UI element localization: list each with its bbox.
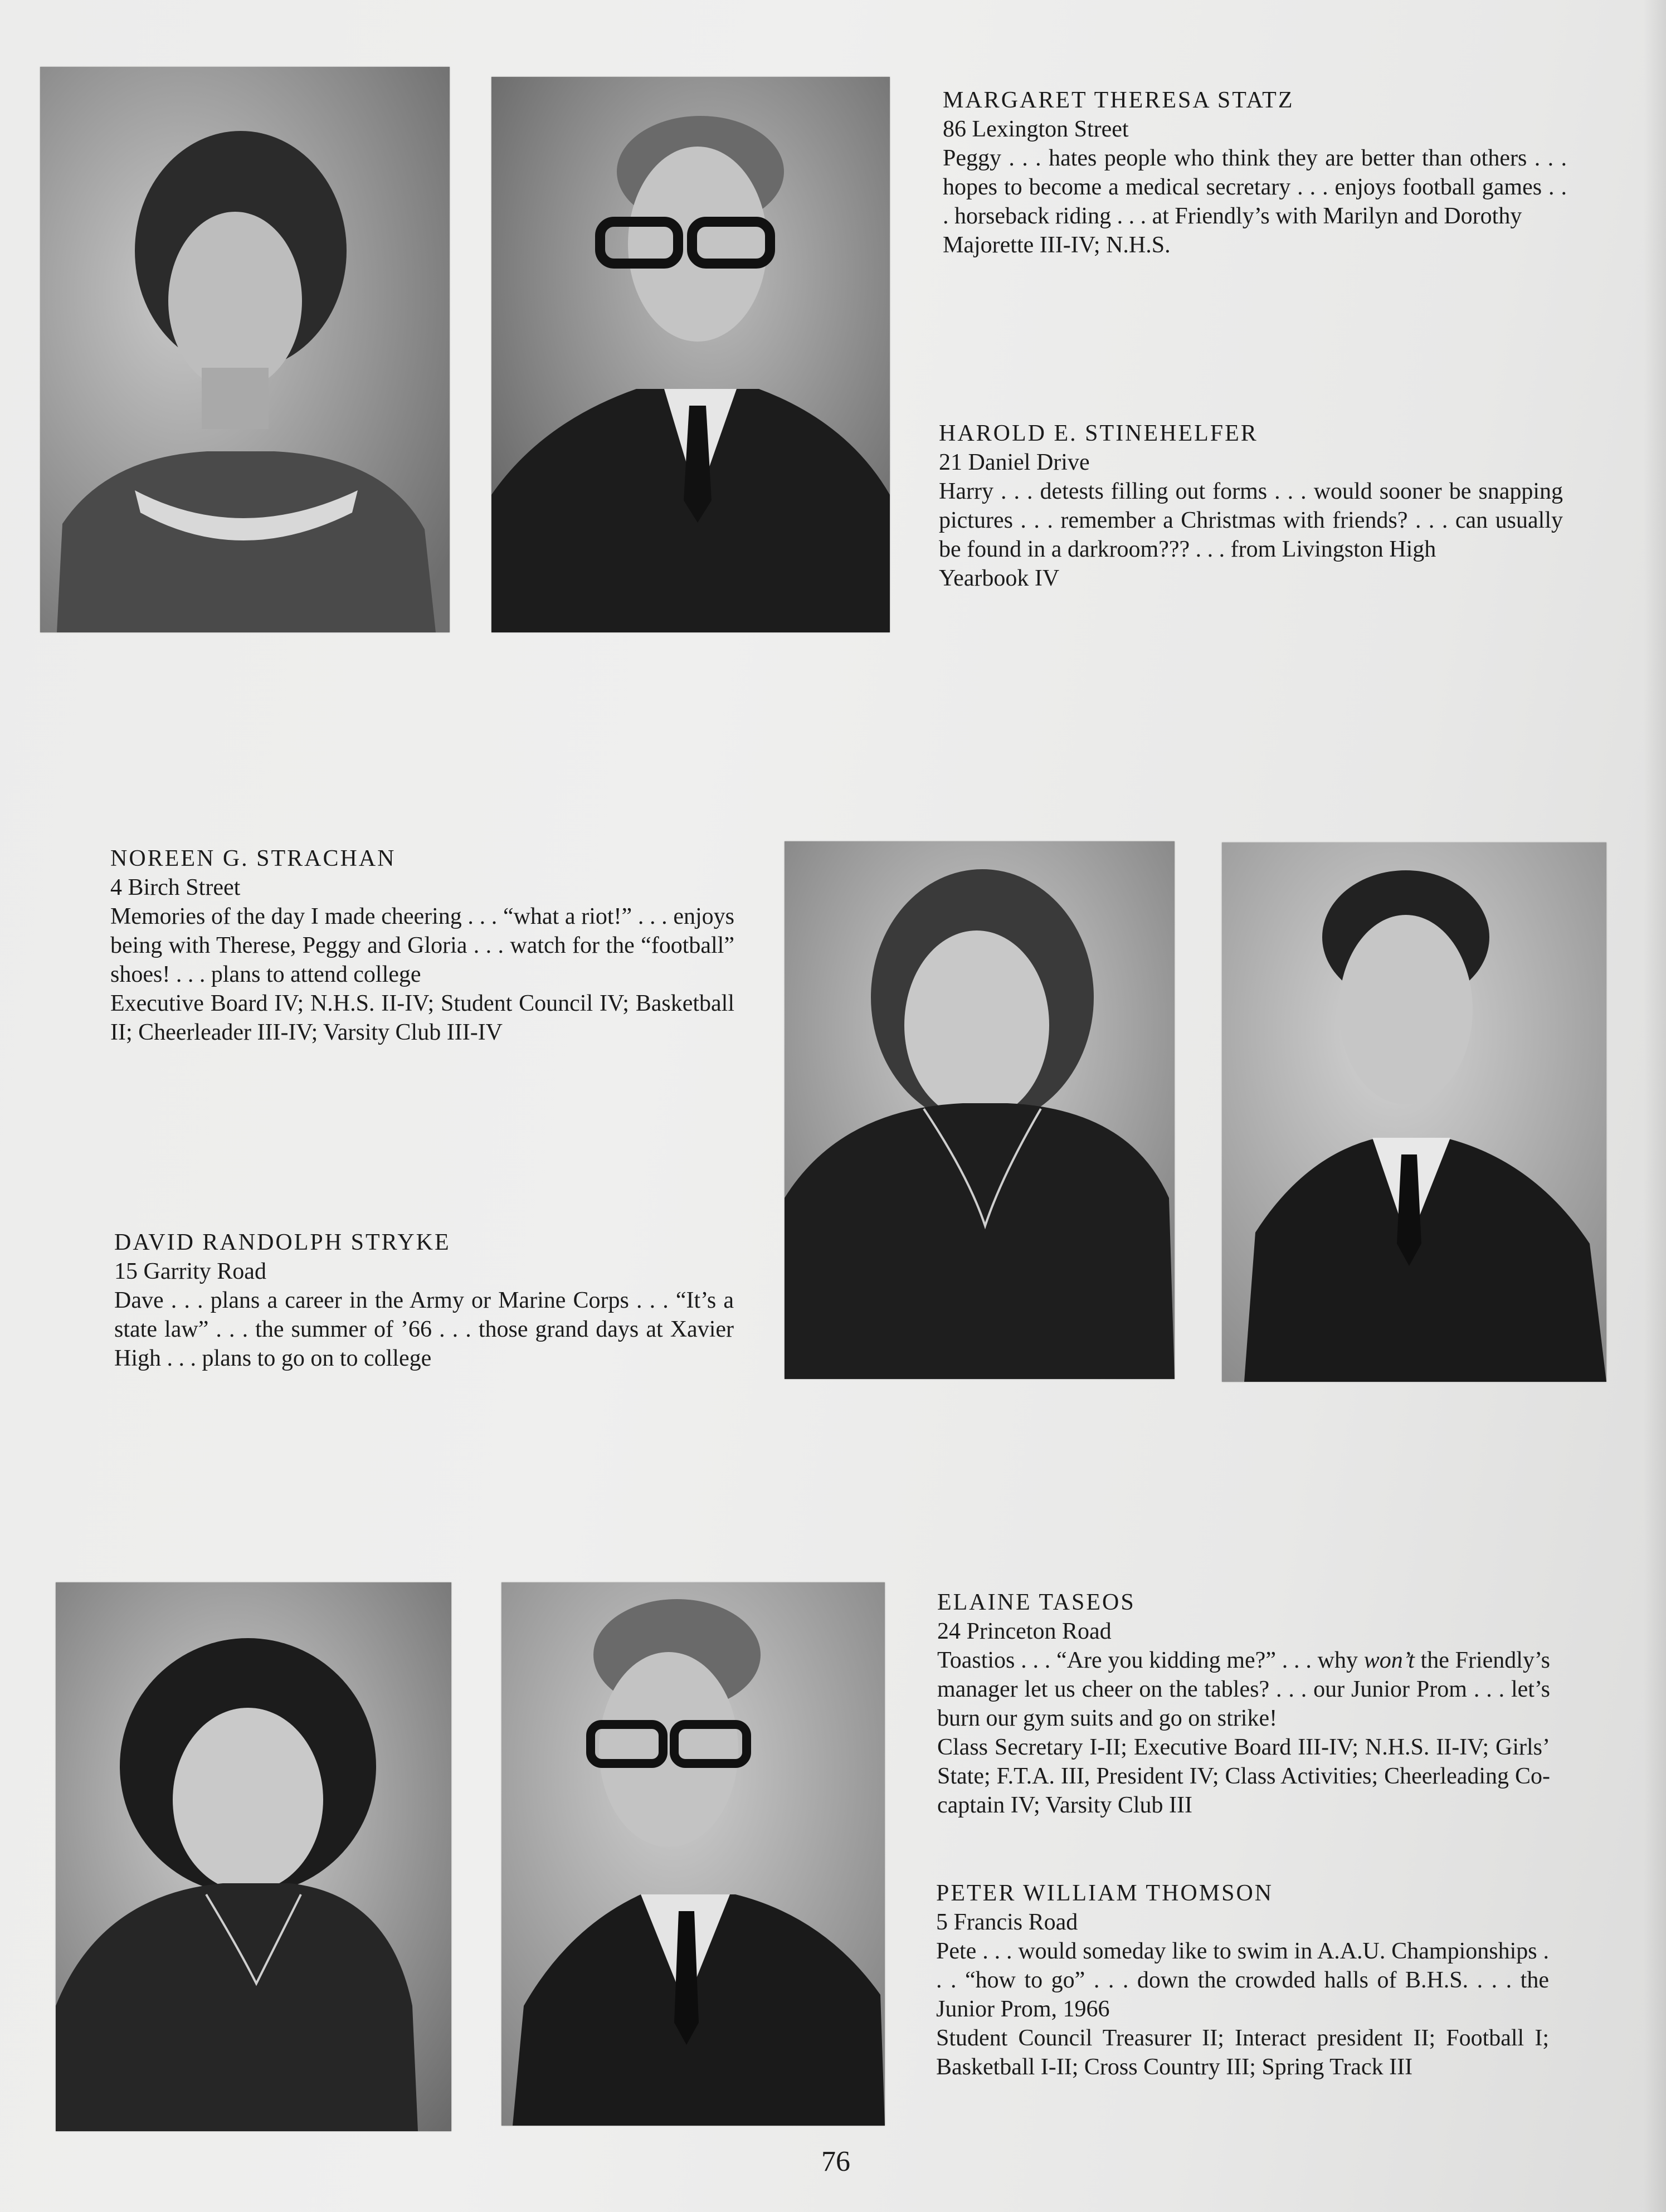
student-bio: Pete . . . would someday like to swim in A.A.U. Championships . . . “how to go” . . . down the crowded halls of B.H.S. . . . the Junior Prom, 1966: [936, 1938, 1549, 2022]
bio-taseos: [937, 1588, 1550, 1820]
student-address: 86 Lexington Street: [943, 116, 1129, 142]
bio-stryke: [114, 1228, 734, 1373]
student-bio: Dave . . . plans a career in the Army or Marine Corps . . . “It’s a state law” . . . the summer of ’66 . . . those grand days at Xavier High . . . plans to go on to college: [114, 1288, 734, 1371]
portrait-photo-stryke: [1222, 842, 1606, 1382]
portrait-strachan-image: [785, 841, 1175, 1379]
student-address: 15 Garrity Road: [114, 1259, 266, 1284]
portrait-statz-image: [40, 67, 450, 632]
portrait-taseos-image: [56, 1582, 451, 2131]
page-number: 76: [821, 2146, 850, 2177]
student-address: 4 Birch Street: [110, 875, 241, 900]
student-name: PETER WILLIAM THOMSON: [936, 1880, 1274, 1906]
student-bio-before: Toastios . . . “Are you kidding me?” . . . why: [937, 1648, 1364, 1673]
student-bio: Memories of the day I made cheering . . . “what a riot!” . . . enjoys being with Therese, Peggy and Gloria . . . watch for the “football” shoes! . . . plans to attend college: [110, 904, 734, 987]
student-activities: Executive Board IV; N.H.S. II-IV; Student Council IV; Basketball II; Cheerleader III-IV; Varsity Club III-IV: [110, 991, 734, 1045]
student-name: DAVID RANDOLPH STRYKE: [114, 1230, 451, 1255]
portrait-photo-stinehelfer: [491, 77, 890, 632]
bio-thomson: [936, 1879, 1549, 2082]
bio-stinehelfer: [939, 419, 1563, 593]
student-address: 5 Francis Road: [936, 1909, 1078, 1935]
student-name: MARGARET THERESA STATZ: [943, 87, 1294, 113]
portrait-photo-strachan: [785, 841, 1175, 1379]
student-activities: Student Council Treasurer II; Interact president II; Football I; Basketball I-II; Cross Country III; Spring Track III: [936, 2025, 1549, 2080]
student-activities: Yearbook IV: [939, 566, 1060, 591]
portrait-thomson-image: [501, 1582, 885, 2126]
student-name: ELAINE TASEOS: [937, 1590, 1136, 1615]
portrait-photo-thomson: [501, 1582, 885, 2126]
portrait-stinehelfer-image: [491, 77, 890, 632]
bio-strachan: [110, 844, 734, 1047]
student-bio-after: the Friendly’s manager let us cheer on the tables? . . . our Junior Prom . . . let’s burn our gym suits and go on strike!: [937, 1648, 1550, 1731]
student-activities: Majorette III-IV; N.H.S.: [943, 232, 1171, 258]
student-name: HAROLD E. STINEHELFER: [939, 421, 1258, 446]
student-name: NOREEN G. STRACHAN: [110, 846, 396, 871]
student-bio: [937, 1646, 1550, 1733]
bio-statz: [943, 86, 1567, 260]
student-bio: Peggy . . . hates people who think they are better than others . . . hopes to become a medical secretary . . . enjoys football games . . . horseback riding . . . at Friendly’s with Marilyn and Dorothy: [943, 145, 1567, 229]
student-activities: Class Secretary I-II; Executive Board III-IV; N.H.S. II-IV; Girls’ State; F.T.A. III, President IV; Class Activities; Cheerleading Co-captain IV; Varsity Club III: [937, 1734, 1550, 1818]
student-address: 24 Princeton Road: [937, 1619, 1112, 1644]
portrait-stryke-image: [1222, 842, 1606, 1382]
portrait-photo-taseos: [56, 1582, 451, 2131]
page-edge-shadow: [1644, 0, 1666, 2212]
student-bio-emphasis: won’t: [1363, 1648, 1415, 1673]
student-bio: Harry . . . detests filling out forms . . . would sooner be snapping pictures . . . remember a Christmas with friends? . . . can usually be found in a darkroom??? . . . from Livingston High: [939, 479, 1563, 562]
portrait-photo-statz: [40, 67, 450, 632]
student-address: 21 Daniel Drive: [939, 450, 1090, 475]
